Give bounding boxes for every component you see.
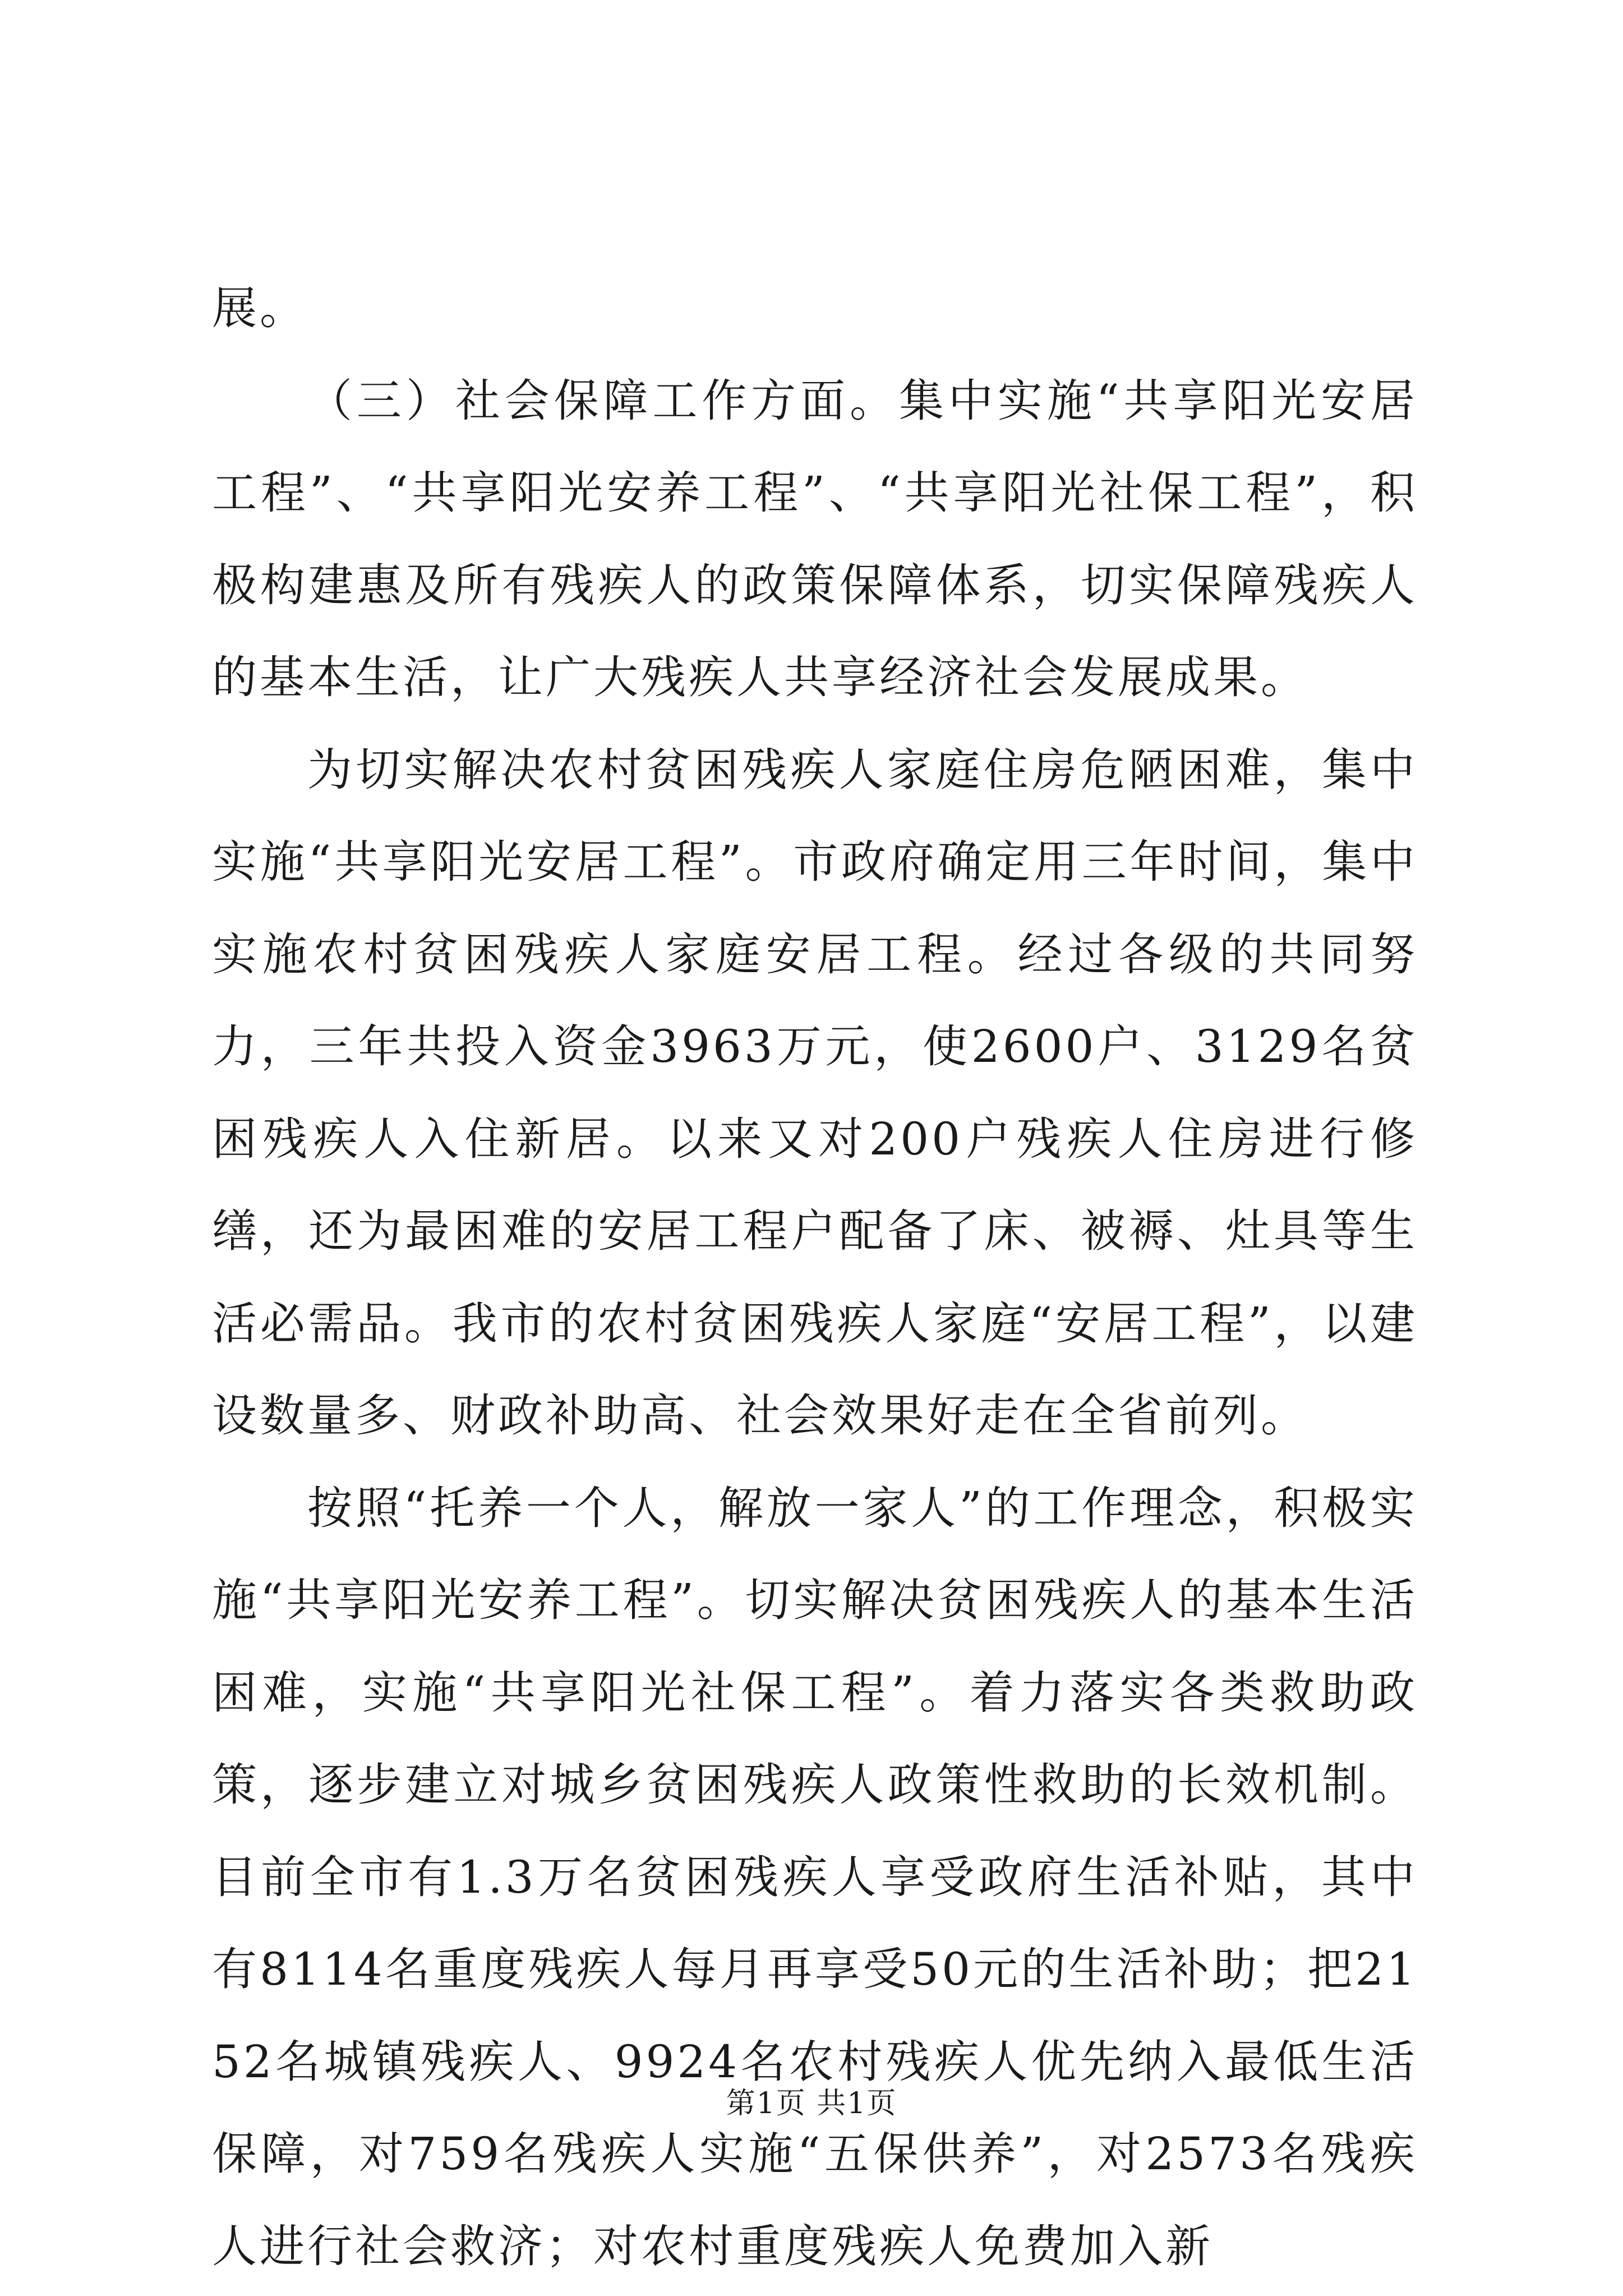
paragraph-care-project: 按照“托养一个人，解放一家人”的工作理念，积极实施“共享阳光安养工程”。切实解决贫困残疾人的基本生活困难，实施“共享阳光社保工程”。着力落实各类救助政策，逐步建立对城乡贫困残疾人政策性救助的长效机制。目前全市有1.3万名贫困残疾人享受政府生活补贴，其中有8114名重度残疾人每月再享受50元的生活补助；把2152名城镇残疾人、9924名农村残疾人优先纳入最低生活保障，对759名残疾人实施“五保供养”，对2573名残疾人进行社会救济；对农村重度残疾人免费加入新	[212, 1481, 1418, 2272]
document-body	[212, 263, 1418, 2293]
paragraph-continuation: 展。	[212, 282, 307, 334]
page-footer	[0, 2084, 1623, 2123]
paragraph-housing-project: 为切实解决农村贫困残疾人家庭住房危陋困难，集中实施“共享阳光安居工程”。市政府确定用三年时间，集中实施农村贫困残疾人家庭安居工程。经过各级的共同努力，三年共投入资金3963万元，使2600户、3129名贫困残疾人入住新居。以来又对200户残疾人住房进行修缮，还为最困难的安居工程户配备了床、被褥、灶具等生活必需品。我市的农村贫困残疾人家庭“安居工程”，以建设数量多、财政补助高、社会效果好走在全省前列。	[212, 743, 1418, 1442]
page-number-label: 第1页 共1页	[726, 2087, 897, 2120]
paragraph-social-security: （三）社会保障工作方面。集中实施“共享阳光安居工程”、“共享阳光安养工程”、“共享阳光社保工程”，积极构建惠及所有残疾人的政策保障体系，切实保障残疾人的基本生活，让广大残疾人共享经济社会发展成果。	[212, 374, 1418, 703]
